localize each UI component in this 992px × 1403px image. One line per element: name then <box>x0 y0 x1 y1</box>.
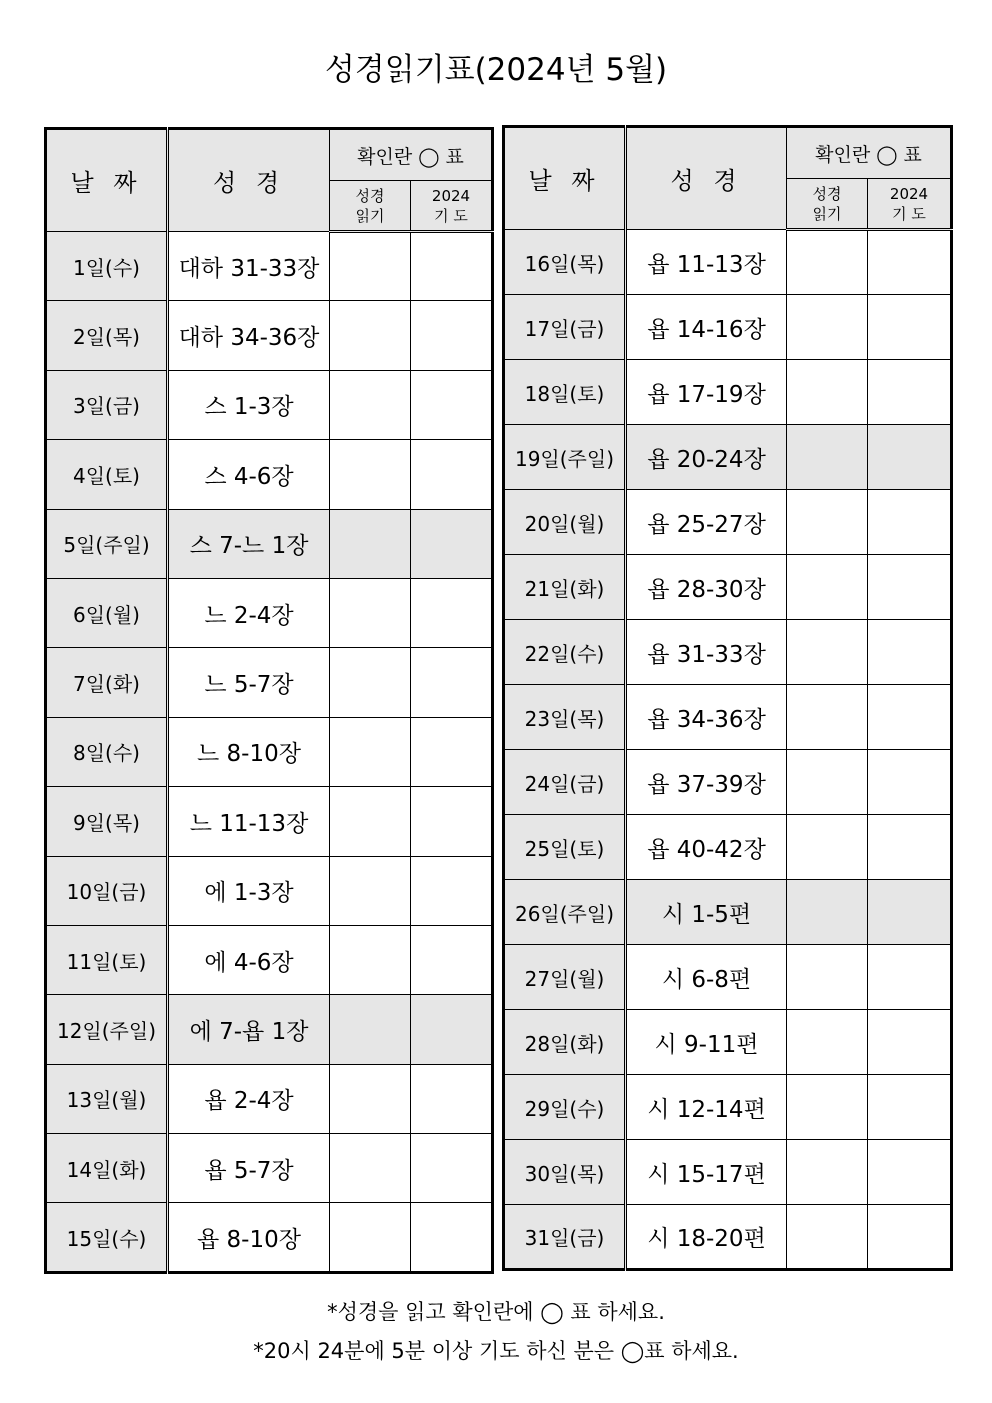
read-check-box[interactable] <box>787 1140 868 1205</box>
read-check-box[interactable] <box>330 995 411 1064</box>
pray-check-box[interactable] <box>411 787 493 856</box>
reading-table-right <box>502 125 953 1271</box>
reading-cell: 대하 34-36장 <box>168 301 330 370</box>
header-check: 확인란 ◯ 표 <box>330 129 493 181</box>
read-check-box[interactable] <box>330 648 411 717</box>
pray-check-box[interactable] <box>868 1140 952 1205</box>
pray-check-box[interactable] <box>411 232 493 301</box>
read-check-box[interactable] <box>787 425 868 490</box>
reading-cell: 에 1-3장 <box>168 856 330 925</box>
table-row <box>46 232 493 301</box>
reading-cell: 시 18-20편 <box>626 1205 787 1270</box>
date-cell: 31일(금) <box>504 1205 626 1270</box>
reading-cell: 스 1-3장 <box>168 370 330 439</box>
date-cell: 16일(목) <box>504 230 626 295</box>
table-row <box>46 995 493 1064</box>
table-row <box>46 648 493 717</box>
read-check-box[interactable] <box>330 370 411 439</box>
reading-table-left <box>44 127 494 1274</box>
header-pray <box>868 179 952 230</box>
read-check-box[interactable] <box>787 490 868 555</box>
reading-cell: 느 11-13장 <box>168 787 330 856</box>
table-row <box>504 945 952 1010</box>
table-row <box>46 717 493 786</box>
date-cell: 21일(화) <box>504 555 626 620</box>
pray-check-box[interactable] <box>411 440 493 509</box>
reading-cell: 욥 37-39장 <box>626 750 787 815</box>
pray-check-box[interactable] <box>411 1203 493 1272</box>
pray-check-box[interactable] <box>868 880 952 945</box>
header-check: 확인란 ◯ 표 <box>787 127 952 179</box>
date-cell: 11일(토) <box>46 925 168 994</box>
footnote-read: *성경을 읽고 확인란에 ◯ 표 하세요. <box>327 1300 665 1324</box>
table-row <box>504 750 952 815</box>
read-check-box[interactable] <box>330 509 411 578</box>
read-check-box[interactable] <box>330 717 411 786</box>
read-check-box[interactable] <box>330 1064 411 1133</box>
read-check-box[interactable] <box>787 230 868 295</box>
header-pray-line2: 기 도 <box>892 204 926 223</box>
date-cell: 1일(수) <box>46 232 168 301</box>
reading-cell: 시 15-17편 <box>626 1140 787 1205</box>
header-pray-line1: 2024 <box>889 184 929 203</box>
pray-check-box[interactable] <box>868 815 952 880</box>
table-row <box>504 490 952 555</box>
date-cell: 12일(주일) <box>46 995 168 1064</box>
table-row <box>504 1075 952 1140</box>
pray-check-box[interactable] <box>411 1064 493 1133</box>
table-row <box>46 440 493 509</box>
pray-check-box[interactable] <box>411 370 493 439</box>
reading-cell: 시 12-14편 <box>626 1075 787 1140</box>
date-cell: 15일(수) <box>46 1203 168 1272</box>
pray-check-box[interactable] <box>411 648 493 717</box>
read-check-box[interactable] <box>787 945 868 1010</box>
date-cell: 24일(금) <box>504 750 626 815</box>
table-row <box>504 295 952 360</box>
pray-check-box[interactable] <box>868 685 952 750</box>
table-row <box>504 1010 952 1075</box>
table-row <box>504 1140 952 1205</box>
table-row <box>46 925 493 994</box>
read-check-box[interactable] <box>787 295 868 360</box>
read-check-box[interactable] <box>330 440 411 509</box>
table-row <box>46 787 493 856</box>
date-cell: 23일(목) <box>504 685 626 750</box>
reading-cell: 욥 2-4장 <box>168 1064 330 1133</box>
table-row <box>504 620 952 685</box>
date-cell: 22일(수) <box>504 620 626 685</box>
pray-check-box[interactable] <box>411 717 493 786</box>
table-row <box>504 555 952 620</box>
date-cell: 30일(목) <box>504 1140 626 1205</box>
read-check-box[interactable] <box>787 815 868 880</box>
read-check-box[interactable] <box>787 880 868 945</box>
footnote-pray: *20시 24분에 5분 이상 기도 하신 분은 ◯표 하세요. <box>253 1339 739 1363</box>
reading-cell: 에 4-6장 <box>168 925 330 994</box>
pray-check-box[interactable] <box>411 995 493 1064</box>
read-check-box[interactable] <box>787 555 868 620</box>
pray-check-box[interactable] <box>411 578 493 647</box>
date-cell: 28일(화) <box>504 1010 626 1075</box>
pray-check-box[interactable] <box>411 1134 493 1203</box>
date-cell: 8일(수) <box>46 717 168 786</box>
read-check-box[interactable] <box>330 578 411 647</box>
table-row <box>504 815 952 880</box>
reading-cell: 욥 34-36장 <box>626 685 787 750</box>
header-scripture: 성 경 <box>626 127 787 230</box>
reading-cell: 욥 14-16장 <box>626 295 787 360</box>
date-cell: 26일(주일) <box>504 880 626 945</box>
reading-cell: 욥 11-13장 <box>626 230 787 295</box>
pray-check-box[interactable] <box>868 425 952 490</box>
read-check-box[interactable] <box>787 685 868 750</box>
date-cell: 25일(토) <box>504 815 626 880</box>
read-check-box[interactable] <box>330 856 411 925</box>
table-row <box>46 509 493 578</box>
pray-check-box[interactable] <box>868 1075 952 1140</box>
reading-cell: 느 2-4장 <box>168 578 330 647</box>
date-cell: 14일(화) <box>46 1134 168 1203</box>
read-check-box[interactable] <box>330 925 411 994</box>
date-cell: 9일(목) <box>46 787 168 856</box>
pray-check-box[interactable] <box>868 555 952 620</box>
header-pray-line1: 2024 <box>431 186 471 205</box>
date-cell: 17일(금) <box>504 295 626 360</box>
date-cell: 19일(주일) <box>504 425 626 490</box>
table-row <box>46 1134 493 1203</box>
reading-cell: 느 5-7장 <box>168 648 330 717</box>
header-pray <box>411 181 493 232</box>
reading-cell: 욥 40-42장 <box>626 815 787 880</box>
reading-cell: 느 8-10장 <box>168 717 330 786</box>
reading-cell: 에 7-욥 1장 <box>168 995 330 1064</box>
read-check-box[interactable] <box>330 787 411 856</box>
table-row <box>46 1064 493 1133</box>
table-row <box>46 370 493 439</box>
pray-check-box[interactable] <box>411 925 493 994</box>
table-row <box>504 880 952 945</box>
reading-cell: 시 9-11편 <box>626 1010 787 1075</box>
reading-cell: 욥 28-30장 <box>626 555 787 620</box>
table-row <box>504 685 952 750</box>
header-read <box>787 179 868 230</box>
pray-check-box[interactable] <box>411 301 493 370</box>
reading-cell: 시 6-8편 <box>626 945 787 1010</box>
table-row <box>46 578 493 647</box>
header-scripture: 성 경 <box>168 129 330 232</box>
pray-check-box[interactable] <box>868 230 952 295</box>
reading-cell: 스 7-느 1장 <box>168 509 330 578</box>
read-check-box[interactable] <box>787 620 868 685</box>
reading-cell: 욥 5-7장 <box>168 1134 330 1203</box>
reading-cell: 욥 31-33장 <box>626 620 787 685</box>
read-check-box[interactable] <box>787 1010 868 1075</box>
read-check-box[interactable] <box>330 301 411 370</box>
table-row <box>46 301 493 370</box>
header-date: 날 짜 <box>504 127 626 230</box>
pray-check-box[interactable] <box>411 509 493 578</box>
reading-cell: 시 1-5편 <box>626 880 787 945</box>
pray-check-box[interactable] <box>868 1010 952 1075</box>
table-row <box>504 425 952 490</box>
date-cell: 10일(금) <box>46 856 168 925</box>
header-pray-line2: 기 도 <box>434 206 468 225</box>
pray-check-box[interactable] <box>868 945 952 1010</box>
header-read-line2: 읽기 <box>812 204 842 223</box>
pray-check-box[interactable] <box>868 295 952 360</box>
read-check-box[interactable] <box>330 1134 411 1203</box>
date-cell: 7일(화) <box>46 648 168 717</box>
header-date: 날 짜 <box>46 129 168 232</box>
table-row <box>46 856 493 925</box>
pray-check-box[interactable] <box>868 490 952 555</box>
reading-cell: 욥 8-10장 <box>168 1203 330 1272</box>
reading-cell: 욥 25-27장 <box>626 490 787 555</box>
pray-check-box[interactable] <box>868 360 952 425</box>
header-read-line2: 읽기 <box>355 206 385 225</box>
date-cell: 4일(토) <box>46 440 168 509</box>
date-cell: 2일(목) <box>46 301 168 370</box>
pray-check-box[interactable] <box>411 856 493 925</box>
read-check-box[interactable] <box>787 360 868 425</box>
reading-cell: 스 4-6장 <box>168 440 330 509</box>
date-cell: 27일(월) <box>504 945 626 1010</box>
date-cell: 29일(수) <box>504 1075 626 1140</box>
header-read-line1: 성경 <box>355 186 385 205</box>
table-row <box>504 360 952 425</box>
read-check-box[interactable] <box>787 1205 868 1270</box>
table-row <box>504 230 952 295</box>
header-read-line1: 성경 <box>812 184 842 203</box>
date-cell: 18일(토) <box>504 360 626 425</box>
pray-check-box[interactable] <box>868 1205 952 1270</box>
pray-check-box[interactable] <box>868 750 952 815</box>
date-cell: 20일(월) <box>504 490 626 555</box>
date-cell: 3일(금) <box>46 370 168 439</box>
reading-cell: 대하 31-33장 <box>168 232 330 301</box>
date-cell: 6일(월) <box>46 578 168 647</box>
read-check-box[interactable] <box>330 232 411 301</box>
reading-cell: 욥 17-19장 <box>626 360 787 425</box>
date-cell: 13일(월) <box>46 1064 168 1133</box>
table-row <box>46 1203 493 1272</box>
header-read <box>330 181 411 232</box>
pray-check-box[interactable] <box>868 620 952 685</box>
read-check-box[interactable] <box>787 750 868 815</box>
reading-cell: 욥 20-24장 <box>626 425 787 490</box>
table-row <box>504 1205 952 1270</box>
read-check-box[interactable] <box>787 1075 868 1140</box>
read-check-box[interactable] <box>330 1203 411 1272</box>
date-cell: 5일(주일) <box>46 509 168 578</box>
page-title: 성경읽기표(2024년 5월) <box>324 52 668 88</box>
